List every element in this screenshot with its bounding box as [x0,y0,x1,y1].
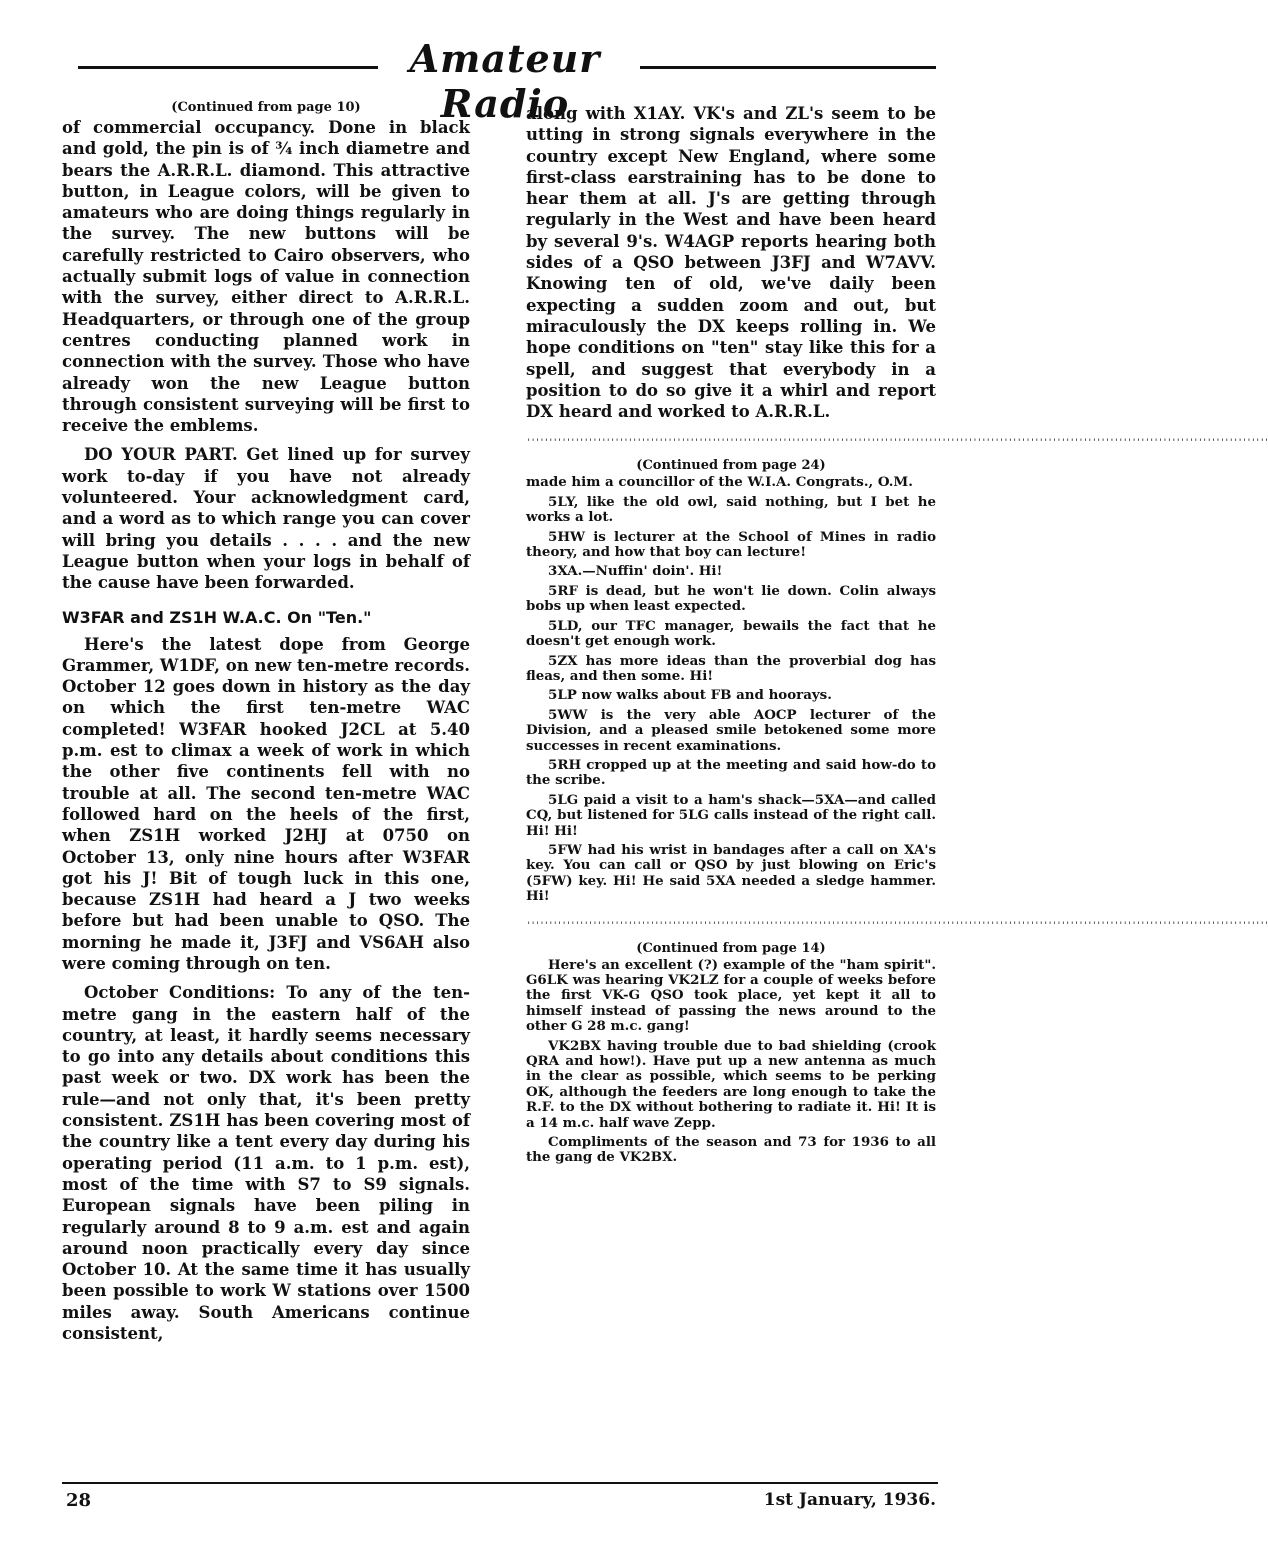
news-item: Compliments of the season and 73 for 1936 to all the gang de VK2BX. [526,1134,936,1166]
paragraph: along with X1AY. VK's and ZL's seem to be utting in strong signals everywhere in the country except New England, where some first-class earstraining has to be done to hear them at all. J's are getting through regularly in the West and have been heard by several 9's. W4AGP reports hearing both sides of a QSO between J3FJ and W7AVV. Knowing ten of old, we've daily been expecting a sudden zoom and out, but miraculously the DX keeps rolling in. We hope conditions on "ten" stay like this for a spell, and suggest that everybody in a position to do so give it a whirl and report DX heard and worked to A.R.R.L. [526,104,936,422]
news-item: Here's an excellent (?) example of the "ham spirit". G6LK was hearing VK2LZ for a couple of weeks before the first VK-G QSO took place, yet kept it all to himself instead of passing the news around to the other G 28 m.c. gang! [526,956,936,1035]
paragraph: DO YOUR PART. Get lined up for survey work to-day if you have not already volunteered. Your acknowledgment card, and a word as to which range you can cover will bring you details . . . . and the new League button when your logs in behalf of the cause have been forwarded. [62,445,470,593]
news-item: 3XA.—Nuffin' doin'. Hi! [548,563,723,580]
news-item: made him a councillor of the W.I.A. Congrats., O.M. [526,474,913,491]
continued-note: (Continued from page 10) [171,100,361,115]
footer-rule [62,1482,938,1484]
news-item: 5WW is the very able AOCP lecturer of the Division, and a pleased smile betokened some more successes in recent examinations. [526,706,936,754]
left-column [62,100,470,1344]
section-heading: W3FAR and ZS1H W.A.C. On "Ten." [62,607,372,627]
news-item: 5LP now walks about FB and hoorays. [548,687,832,704]
divider: '''''''''''''''''''''''''''''''''''''''''''''''''''''''''''''''''''''''''''''''''''''''''''''''''''''''''''''''''''''''''''''''''''''''''''''''''''''''''''''''''''''''' [526,438,1268,449]
news-item: 5HW is lecturer at the School of Mines in radio theory, and how that boy can lecture! [526,528,936,561]
page-number: 28 [66,1490,92,1511]
news-item: 5LG paid a visit to a ham's shack—5XA—and called CQ, but listened for 5LG calls instead of the right call. Hi! Hi! [526,791,936,839]
masthead-rule-right [640,66,936,69]
news-item: VK2BX having trouble due to bad shielding (crook QRA and how!). Have put up a new antenna as much in the clear as possible, which seems to be perking OK, although the feeders are long enough to take the R.F. to the DX without bothering to radiate it. Hi! It is a 14 m.c. half wave Zepp. [526,1037,936,1131]
continued-note: (Continued from page 24) [636,458,826,474]
news-item: 5LD, our TFC manager, bewails the fact that he doesn't get enough work. [526,617,936,650]
news-item: 5RH cropped up at the meeting and said how-do to the scribe. [526,756,936,789]
news-item: 5FW had his wrist in bandages after a call on XA's key. You can call or QSO by just blowing on Eric's (5FW) key. Hi! He said 5XA needed a sledge hammer. Hi! [526,841,936,905]
masthead-title: Amateur Radio [409,36,601,126]
paragraph: Here's the latest dope from George Grammer, W1DF, on new ten-metre records. October 12 goes down in history as the day on which the first ten-metre WAC completed! W3FAR hooked J2CL at 5.40 p.m. est to climax a week of work in which the other five continents fell with no trouble at all. The second ten-metre WAC followed hard on the heels of the first, when ZS1H worked J2HJ at 0750 on October 13, only nine hours after W3FAR got his J! Bit of tough luck in this one, because ZS1H had heard a J two weeks before but had been unable to QSO. The morning he made it, J3FJ and VS6AH also were coming through on ten. [62,634,470,973]
paragraph: of commercial occupancy. Done in black and gold, the pin is of ¾ inch diametre and bears the A.R.R.L. diamond. This attractive button, in League colors, will be given to amateurs who are doing things regularly in the survey. The new buttons will be carefully restricted to Cairo observers, who actually submit logs of value in connection with the survey, either direct to A.R.R.L. Headquarters, or through one of the group centres conducting planned work in connection with the survey. Those who have already won the new League button through consistent surveying will be first to receive the emblems. [62,118,470,436]
paragraph: October Conditions: To any of the ten-metre gang in the eastern half of the country, at least, it hardly seems necessary to go into any details about conditions this past week or two. DX work has been the rule—and not only that, it's been pretty consistent. ZS1H has been covering most of the country like a tent every day during his operating period (11 a.m. to 1 p.m. est), most of the time with S7 to S9 signals. European signals have been piling in regularly around 8 to 9 a.m. est and again around noon practically every day since October 10. At the same time it has usually been possible to work W stations over 1500 miles away. South Americans continue consistent, [62,983,470,1344]
news-item: 5LY, like the old owl, said nothing, but I bet he works a lot. [526,493,936,526]
right-column [526,103,1268,1166]
news-item: 5ZX has more ideas than the proverbial dog has fleas, and then some. Hi! [526,652,936,684]
continued-note: (Continued from page 14) [636,940,826,956]
issue-date: 1st January, 1936. [763,1490,936,1510]
masthead-rule-left [78,66,378,69]
divider: '''''''''''''''''''''''''''''''''''''''''''''''''''''''''''''''''''''''''''''''''''''''''''''''''''''''''''''''''''''''''''''''''''''''''''''''''''''''''''''''''''''''' [526,920,1268,931]
news-item: 5RF is dead, but he won't lie down. Colin always bobs up when least expected. [526,582,936,615]
